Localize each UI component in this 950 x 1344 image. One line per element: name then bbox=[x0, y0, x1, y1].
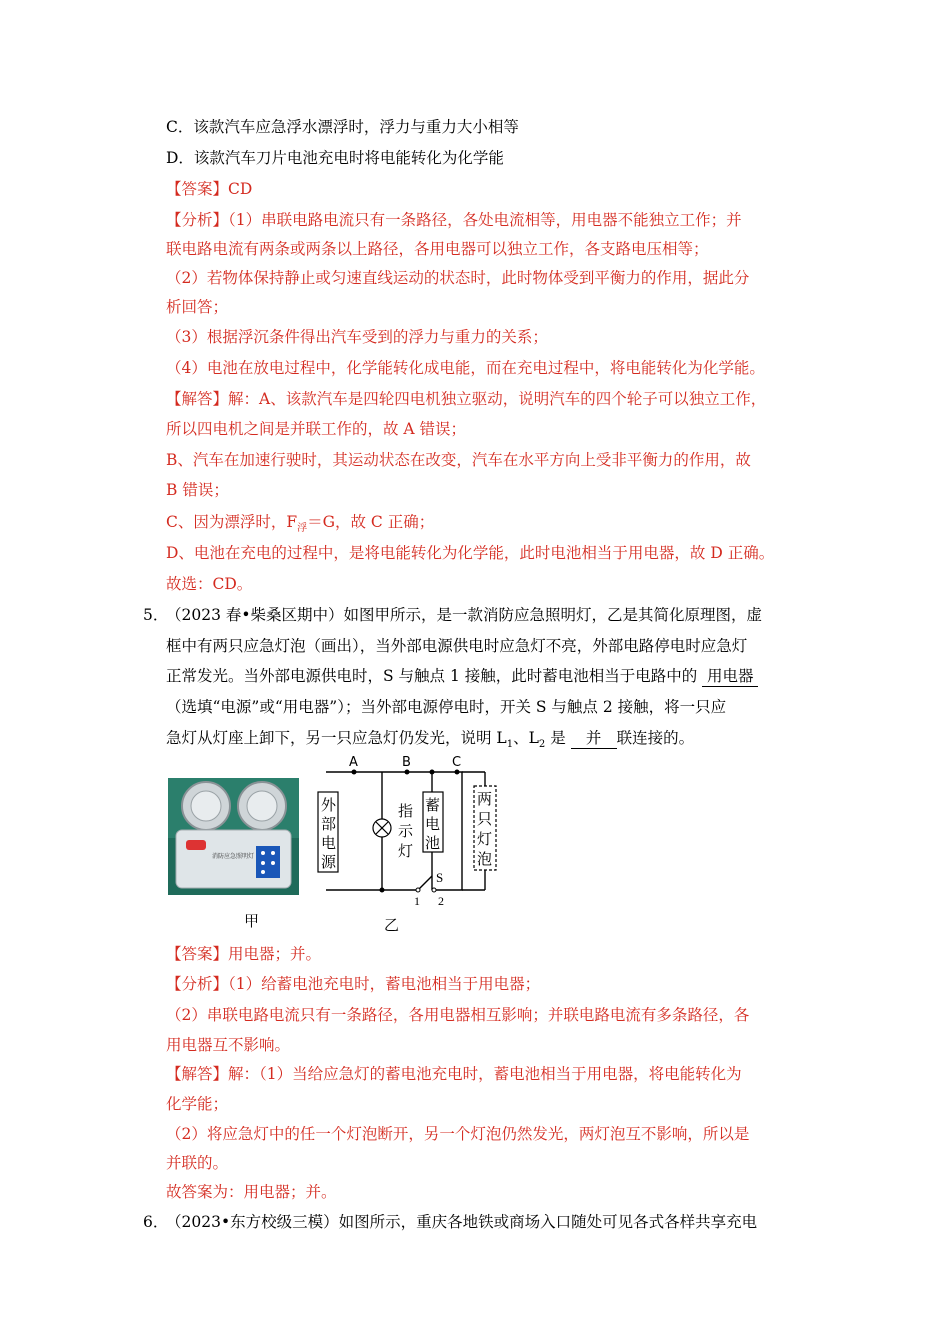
q4-choice: 故选：CD。 bbox=[166, 575, 253, 593]
q5-final-answer: 故答案为：用电器；并。 bbox=[166, 1183, 337, 1201]
subscript-2: 2 bbox=[538, 739, 546, 751]
battery-char: 电 bbox=[425, 817, 441, 833]
q5-analysis-line: 用电器互不影响。 bbox=[166, 1036, 291, 1054]
q4-analysis-line: 联电路电流有两条或两条以上路径，各用电器可以独立工作，各支路电压相等； bbox=[166, 240, 709, 258]
q4-solution-line: D、电池在充电的过程中，是将电能转化为化学能，此时电池相当于用电器，故 D 正确。 bbox=[166, 544, 775, 562]
battery-char: 蓄 bbox=[425, 798, 441, 814]
q5-solution-line: 化学能； bbox=[166, 1095, 229, 1113]
node-c-label: C bbox=[452, 755, 462, 770]
q5-analysis-line: （2）串联电路电流只有一条路径，各用电器相互影响；并联电路电流有多条路径，各 bbox=[166, 1006, 750, 1024]
battery-char: 池 bbox=[425, 836, 441, 852]
q4-solution-line: 【解答】解：A、该款汽车是四轮四电机独立驱动，说明汽车的四个轮子可以独立工作， bbox=[166, 390, 767, 408]
option-d: D．该款汽车刀片电池充电时将电能转化为化学能 bbox=[166, 149, 504, 167]
emergency-light-photo bbox=[168, 778, 299, 895]
ext-power-char: 电 bbox=[321, 836, 337, 852]
q4-solution-line: B 错误； bbox=[166, 481, 229, 499]
q5-blank-2: 并 bbox=[571, 728, 617, 749]
node-a-label: A bbox=[349, 755, 358, 770]
q5-number: 5． bbox=[143, 606, 169, 624]
q5-analysis-line: 【分析】（1）给蓄电池充电时，蓄电池相当于用电器； bbox=[166, 975, 541, 993]
photo-label: 消防应急照明灯 bbox=[212, 853, 255, 860]
q5-stem-text: 急灯从灯座上卸下，另一只应急灯仍发光，说明 L bbox=[166, 729, 507, 747]
q4-solution-c-text: C、因为漂浮时，F bbox=[166, 513, 298, 531]
q5-stem-line bbox=[166, 666, 758, 687]
subscript-1: 1 bbox=[506, 739, 514, 751]
ext-power-char: 外 bbox=[321, 798, 337, 814]
circuit-diagram bbox=[312, 752, 512, 912]
ext-power-char: 源 bbox=[321, 855, 337, 871]
indicator-char: 示 bbox=[398, 824, 414, 840]
node-b-label: B bbox=[402, 755, 411, 770]
bulbs-char: 灯 bbox=[477, 832, 493, 848]
contact-1-label: 1 bbox=[414, 894, 420, 908]
indicator-label bbox=[398, 803, 414, 860]
indicator-char: 灯 bbox=[398, 844, 414, 860]
q5-stem-text: 、L bbox=[513, 729, 539, 747]
indicator-char: 指 bbox=[398, 804, 414, 820]
q5-solution-line: 并联的。 bbox=[166, 1154, 229, 1172]
q6-number: 6． bbox=[143, 1213, 169, 1231]
q4-solution-line: 所以四电机之间是并联工作的，故 A 错误； bbox=[166, 420, 467, 438]
q5-stem-line: 框中有两只应急灯泡（画出），当外部电源供电时应急灯不亮，外部电路停电时应急灯 bbox=[166, 637, 748, 655]
q5-stem-text: 正常发光。当外部电源供电时，S 与触点 1 接触，此时蓄电池相当于电路中的 bbox=[166, 667, 698, 685]
ext-power-char: 部 bbox=[321, 817, 337, 833]
q4-solution-line bbox=[166, 512, 434, 539]
q5-stem-line: （选填“电源”或“用电器”）；当外部电源停电时，开关 S 与触点 2 接触，将一只应 bbox=[166, 698, 727, 716]
contact-2-label: 2 bbox=[438, 894, 444, 908]
bulbs-char: 只 bbox=[477, 812, 493, 828]
option-c: C．该款汽车应急浮水漂浮时，浮力与重力大小相等 bbox=[166, 118, 519, 136]
q4-solution-c-tail: ＝G，故 C 正确； bbox=[307, 513, 435, 531]
switch-blade bbox=[418, 876, 432, 890]
subscript-float: 浮 bbox=[297, 523, 308, 535]
bulbs-char: 泡 bbox=[477, 852, 493, 868]
q4-answer: 【答案】CD bbox=[166, 180, 253, 198]
figure-caption-jia: 甲 bbox=[244, 912, 260, 930]
battery-label bbox=[425, 797, 440, 852]
q5-solution-line: （2）将应急灯中的任一个灯泡断开，另一个灯泡仍然发光，两灯泡互不影响，所以是 bbox=[166, 1125, 750, 1143]
q5-stem-line: （2023 春•柴桑区期中）如图甲所示，是一款消防应急照明灯，乙是其简化原理图，虚 bbox=[166, 606, 763, 624]
switch-label: S bbox=[436, 870, 444, 885]
q4-analysis-line: 【分析】（1）串联电路电流只有一条路径，各处电流相等，用电器不能独立工作；并 bbox=[166, 211, 742, 229]
bulbs-char: 两 bbox=[477, 792, 493, 808]
q5-stem-text: 是 bbox=[545, 729, 566, 747]
q4-analysis-line: （3）根据浮沉条件得出汽车受到的浮力与重力的关系； bbox=[166, 328, 548, 346]
q4-analysis-line: （2）若物体保持静止或匀速直线运动的状态时，此时物体受到平衡力的作用，据此分 bbox=[166, 269, 750, 287]
q5-answer: 【答案】用电器；并。 bbox=[166, 945, 322, 963]
q5-solution-line: 【解答】解：（1）当给应急灯的蓄电池充电时，蓄电池相当于用电器，将电能转化为 bbox=[166, 1065, 742, 1083]
q5-stem-text: 联连接的。 bbox=[616, 729, 695, 747]
q4-analysis-line: 析回答； bbox=[166, 298, 229, 316]
q6-stem-line: （2023•东方校级三模）如图所示，重庆各地铁或商场入口随处可见各式各样共享充电 bbox=[166, 1213, 758, 1231]
figure-caption-yi: 乙 bbox=[384, 916, 400, 934]
q5-blank-1: 用电器 bbox=[702, 666, 758, 687]
q4-solution-line: B、汽车在加速行驶时，其运动状态在改变，汽车在水平方向上受非平衡力的作用，故 bbox=[166, 451, 751, 469]
q4-analysis-line: （4）电池在放电过程中，化学能转化成电能，而在充电过程中，将电能转化为化学能。 bbox=[166, 359, 765, 377]
